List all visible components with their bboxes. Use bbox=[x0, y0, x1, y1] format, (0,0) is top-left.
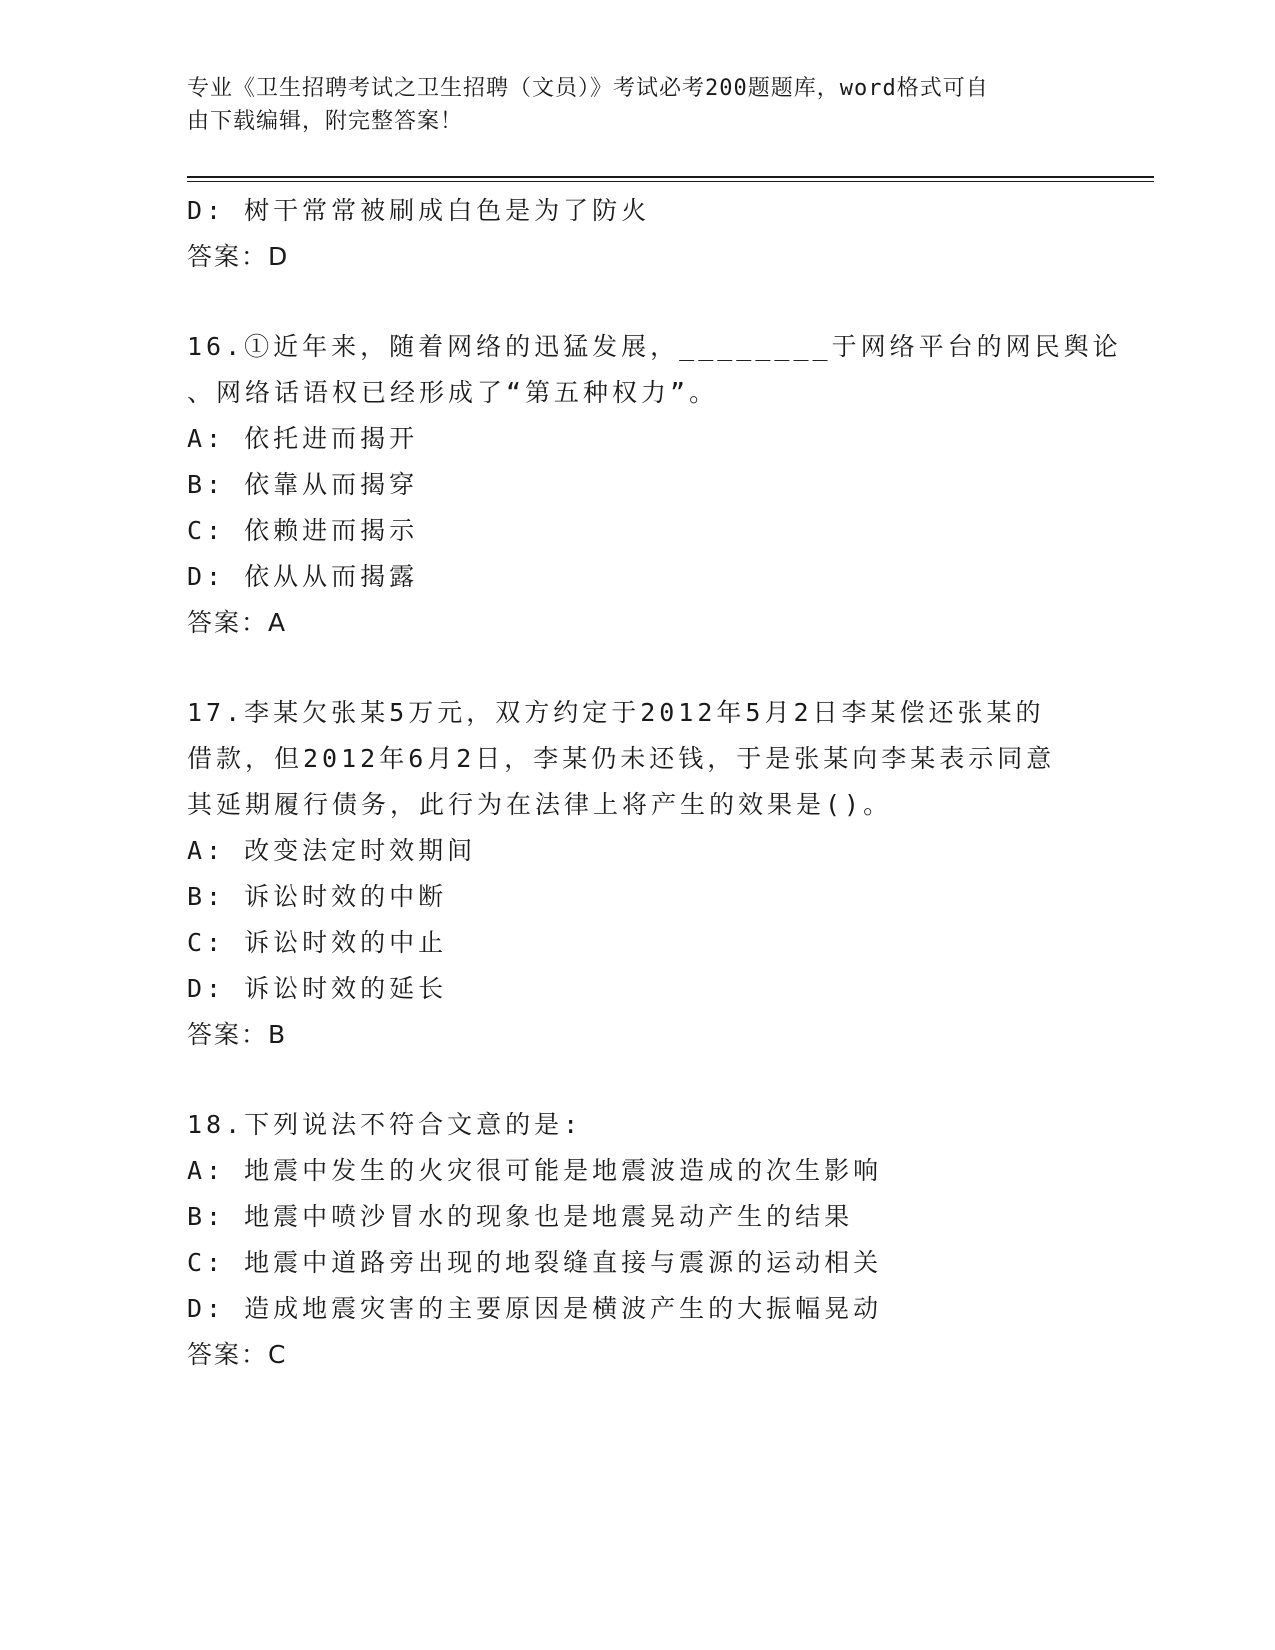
option-b: B: 诉讼时效的中断 bbox=[187, 882, 448, 911]
option-c: C: 依赖进而揭示 bbox=[187, 516, 419, 545]
header-divider-thin bbox=[187, 181, 1154, 182]
option-d: D: 造成地震灾害的主要原因是横波产生的大振幅晃动 bbox=[187, 1294, 883, 1323]
question-16 bbox=[187, 324, 1122, 646]
option-c: C: 诉讼时效的中止 bbox=[187, 928, 448, 957]
question-stem-line: 18.下列说法不符合文意的是: bbox=[187, 1110, 583, 1139]
page-header bbox=[187, 72, 1087, 138]
option-d: D: 诉讼时效的延长 bbox=[187, 974, 448, 1003]
option-a: A: 依托进而揭开 bbox=[187, 424, 419, 453]
question-stem-line: 16.①近年来，随着网络的迅猛发展，________于网络平台的网民舆论 bbox=[187, 332, 1122, 361]
question-stem-line: 17.李某欠张某5万元，双方约定于2012年5月2日李某偿还张某的 bbox=[187, 698, 1045, 727]
answer-line: 答案：B bbox=[187, 1020, 288, 1049]
option-b: B: 依靠从而揭穿 bbox=[187, 470, 419, 499]
prev-question-tail bbox=[187, 188, 1087, 280]
option-c: C: 地震中道路旁出现的地裂缝直接与震源的运动相关 bbox=[187, 1248, 883, 1277]
option-d: D: 依从从而揭露 bbox=[187, 562, 419, 591]
option-d: D: 树干常常被刷成白色是为了防火 bbox=[187, 196, 651, 225]
question-stem-line: 、网络话语权已经形成了“第五种权力”。 bbox=[187, 378, 719, 407]
header-divider-thick bbox=[187, 176, 1154, 178]
question-17 bbox=[187, 690, 1087, 1058]
question-stem-line: 其延期履行债务，此行为在法律上将产生的效果是()。 bbox=[187, 790, 893, 819]
option-a: A: 改变法定时效期间 bbox=[187, 836, 477, 865]
header-line-2: 由下载编辑，附完整答案！ bbox=[187, 109, 464, 134]
answer-line: 答案：D bbox=[187, 242, 290, 271]
answer-line: 答案：A bbox=[187, 608, 288, 637]
option-b: B: 地震中喷沙冒水的现象也是地震晃动产生的结果 bbox=[187, 1202, 854, 1231]
header-line-1: 专业《卫生招聘考试之卫生招聘（文员）》考试必考200题题库，word格式可自 bbox=[187, 76, 989, 101]
question-stem-line: 借款，但2012年6月2日，李某仍未还钱，于是张某向李某表示同意 bbox=[187, 744, 1056, 773]
option-a: A: 地震中发生的火灾很可能是地震波造成的次生影响 bbox=[187, 1156, 883, 1185]
question-18 bbox=[187, 1102, 1087, 1378]
answer-line: 答案：C bbox=[187, 1340, 288, 1369]
question-list bbox=[187, 188, 1122, 1378]
